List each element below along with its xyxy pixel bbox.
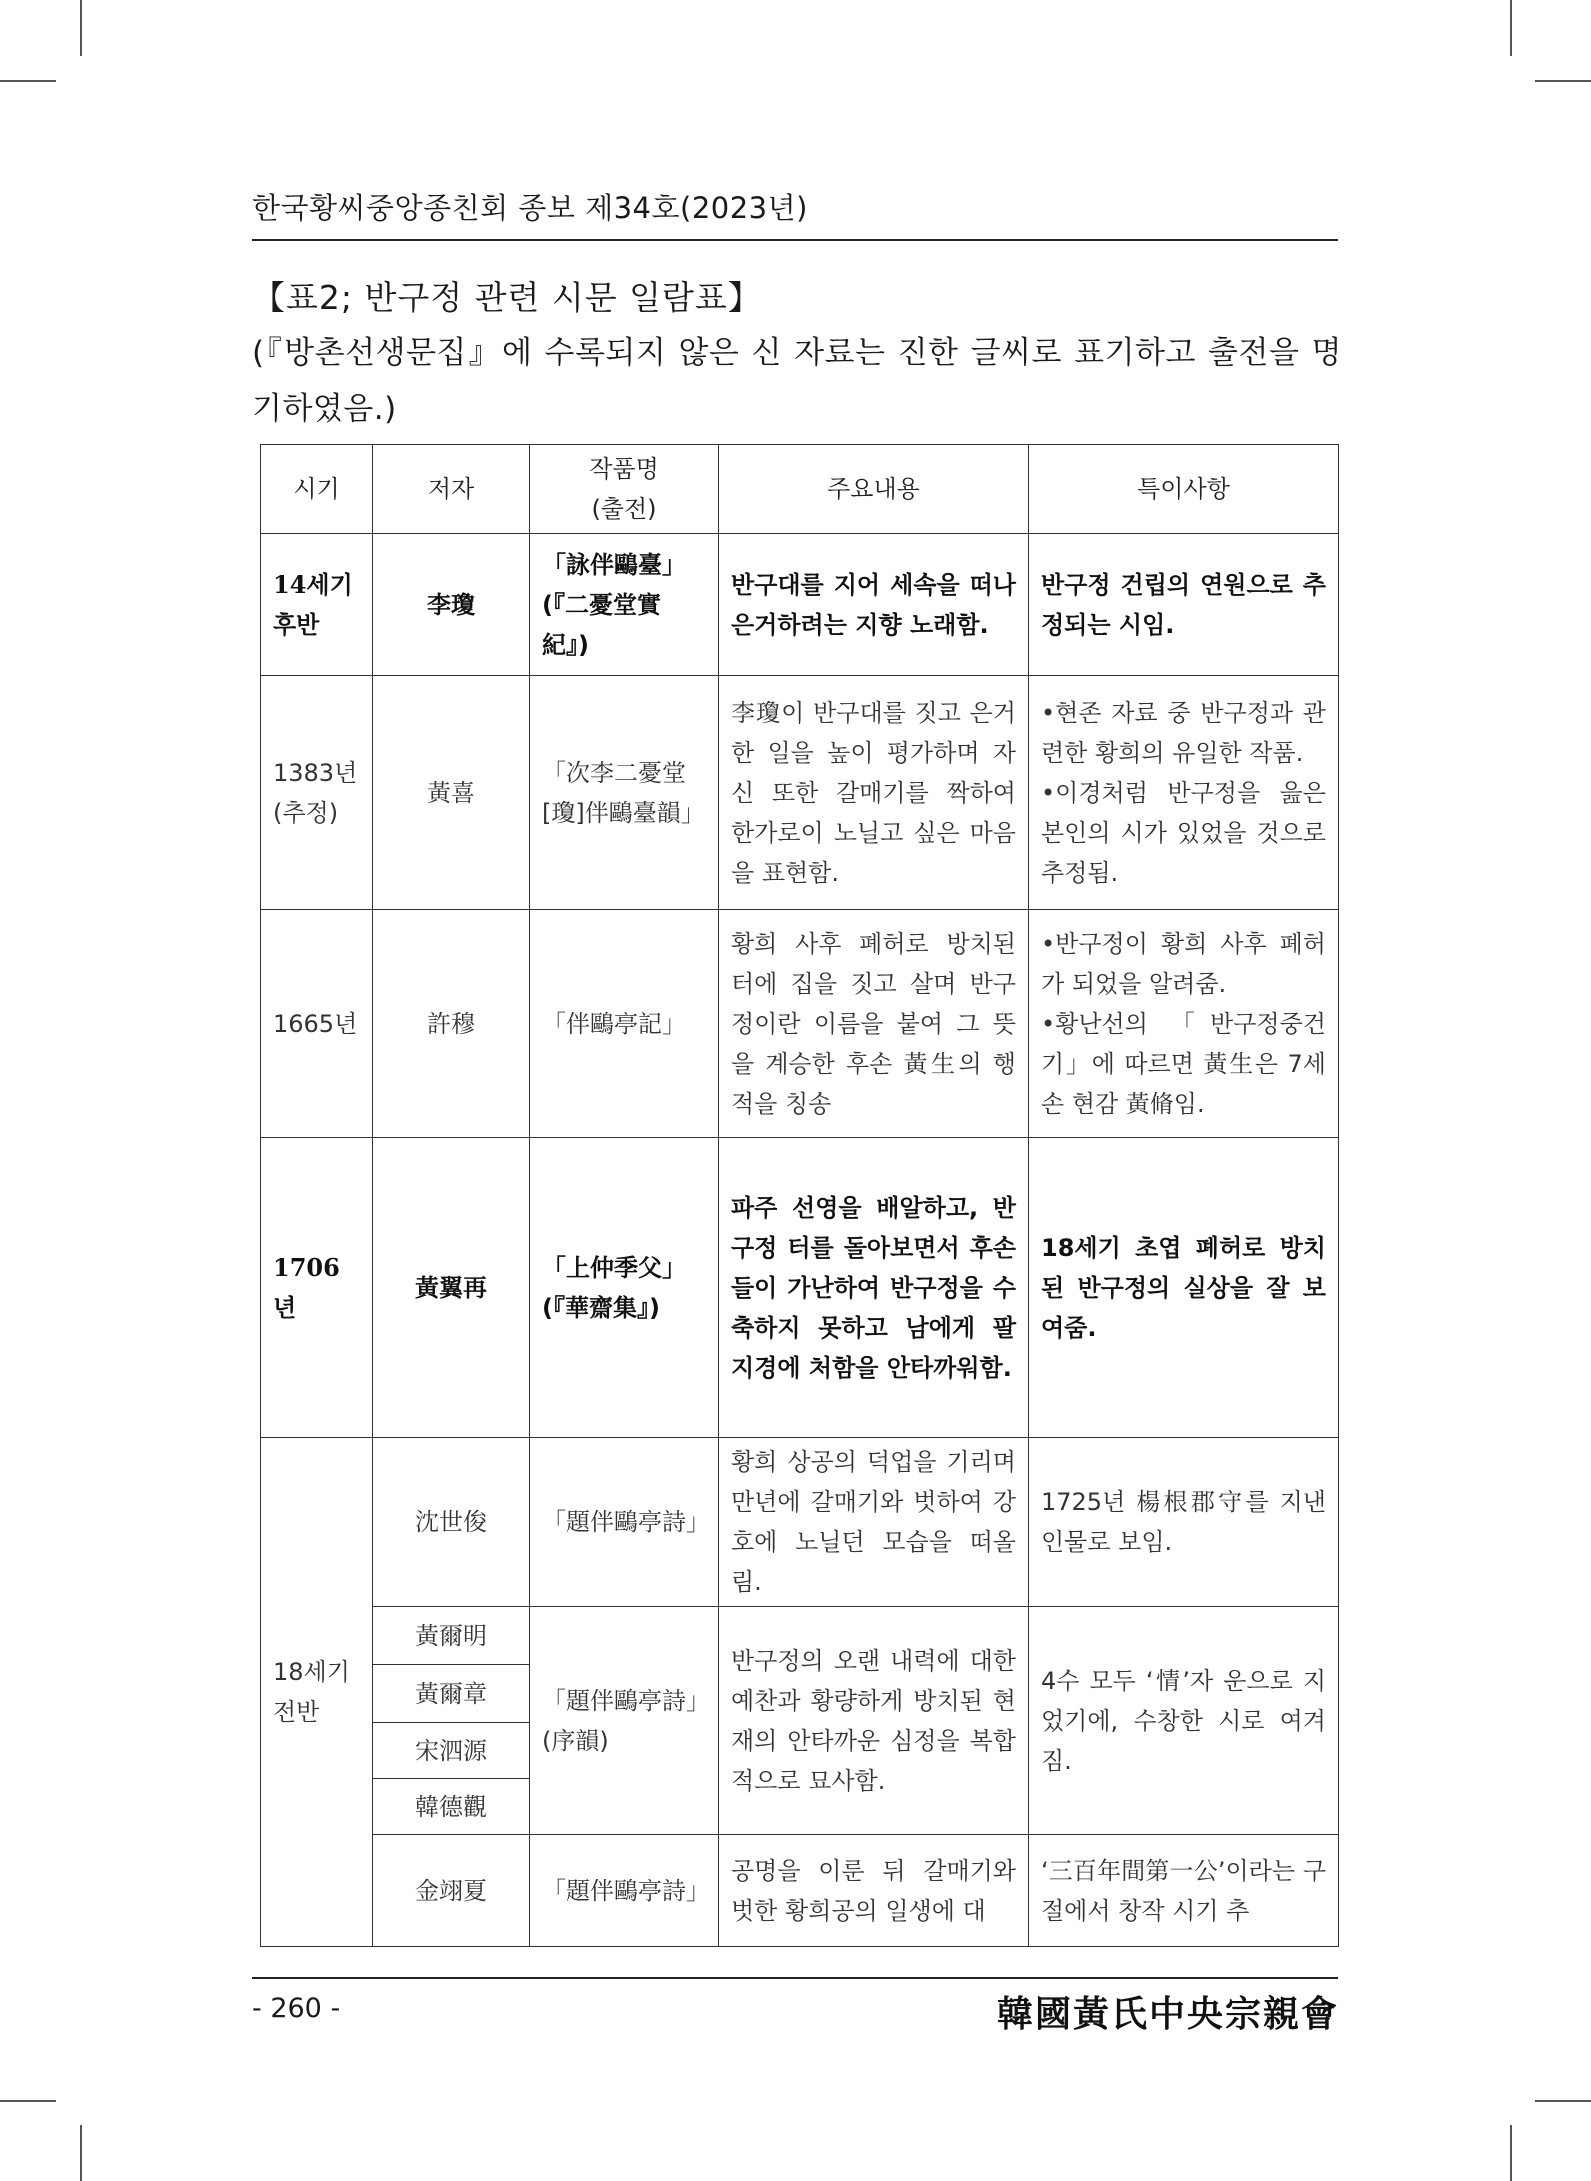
poem-list-table — [260, 444, 1339, 1947]
period-cell: 18세기 전반 — [261, 1438, 373, 1947]
crop-mark — [0, 80, 56, 82]
page-number: - 260 - — [252, 1993, 341, 2024]
work-cell: 「次李二憂堂[瓊]伴鷗臺韻」 — [530, 676, 719, 910]
author-cell: 黃爾章 — [373, 1665, 530, 1723]
note-bullet: •이경처럼 반구정을 읊은 본인의 시가 있었을 것으로 추정됨. — [1041, 778, 1326, 887]
content-cell: 李瓊이 반구대를 짓고 은거한 일을 높이 평가하며 자신 또한 갈매기를 짝하여 한가로이 노닐고 싶은 마음을 표현함. — [719, 676, 1029, 910]
column-header-author: 저자 — [373, 445, 530, 534]
table-row — [261, 1835, 1339, 1947]
note-bullet: •반구정이 황희 사후 폐허가 되었을 알려줌. — [1041, 929, 1326, 998]
content-cell: 파주 선영을 배알하고, 반구정 터를 돌아보면서 후손들이 가난하여 반구정을 수축하지 못하고 남에게 팔 지경에 처함을 안타까워함. — [719, 1138, 1029, 1438]
column-header-work-title: 작품명 — [589, 455, 659, 483]
notes-cell — [1029, 910, 1339, 1138]
header-rule — [252, 239, 1338, 241]
note-bullet: •현존 자료 중 반구정과 관련한 황희의 유일한 작품. — [1041, 698, 1326, 767]
running-header: 한국황씨중앙종친회 종보 제34호(2023년) — [252, 191, 808, 225]
work-cell: 「題伴鷗亭詩」 — [530, 1835, 719, 1947]
table-row — [261, 534, 1339, 676]
author-cell: 韓德觀 — [373, 1779, 530, 1835]
work-cell: 「題伴鷗亭詩」(序韻) — [530, 1607, 719, 1835]
author-cell: 沈世俊 — [373, 1438, 530, 1607]
table-row — [261, 676, 1339, 910]
notes-cell: 반구정 건립의 연원으로 추정되는 시임. — [1029, 534, 1339, 676]
table-title: 【표2; 반구정 관련 시문 일람표】 — [252, 278, 762, 317]
note-bullet: •황난선의 「반구정중건기」에 따르면 黃生은 7세손 현감 黃脩임. — [1041, 1009, 1326, 1118]
column-header-period: 시기 — [261, 445, 373, 534]
society-logo: 韓國黃氏中央宗親會 — [996, 1993, 1339, 2035]
table-row — [261, 1138, 1339, 1438]
author-cell: 李瓊 — [373, 534, 530, 676]
table-row — [261, 1438, 1339, 1607]
period-cell: 14세기 후반 — [261, 534, 373, 676]
crop-mark — [1535, 2100, 1591, 2102]
crop-mark — [0, 2100, 56, 2102]
column-header-notes: 특이사항 — [1029, 445, 1339, 534]
column-header-work — [530, 445, 719, 534]
table-row — [261, 910, 1339, 1138]
table-note: (『방촌선생문집』에 수록되지 않은 신 자료는 진한 글씨로 표기하고 출전을 명기하였음.) — [252, 335, 1342, 427]
content-cell: 공명을 이룬 뒤 갈매기와 벗한 황희공의 일생에 대 — [719, 1835, 1029, 1947]
author-cell: 宋泗源 — [373, 1723, 530, 1779]
author-cell: 黃喜 — [373, 676, 530, 910]
table-row — [261, 1607, 1339, 1665]
work-cell: 「詠伴鷗臺」(『二憂堂實紀』) — [530, 534, 719, 676]
notes-cell: 1725년 楊根郡守를 지낸 인물로 보임. — [1029, 1438, 1339, 1607]
column-header-content: 주요내용 — [719, 445, 1029, 534]
author-cell: 金翊夏 — [373, 1835, 530, 1947]
author-cell: 許穆 — [373, 910, 530, 1138]
notes-cell: 18세기 초엽 폐허로 방치된 반구정의 실상을 잘 보여줌. — [1029, 1138, 1339, 1438]
work-cell: 「題伴鷗亭詩」 — [530, 1438, 719, 1607]
table-header-row — [261, 445, 1339, 534]
content-cell: 황희 상공의 덕업을 기리며 만년에 갈매기와 벗하여 강호에 노닐던 모습을 떠올림. — [719, 1438, 1029, 1607]
period-cell: 1665년 — [261, 910, 373, 1138]
crop-mark — [1535, 80, 1591, 82]
notes-cell: ‘三百年間第一公’이라는 구절에서 창작 시기 추 — [1029, 1835, 1339, 1947]
notes-cell — [1029, 676, 1339, 910]
crop-mark — [1510, 2125, 1512, 2181]
work-cell: 「上仲季父」(『華齋集』) — [530, 1138, 719, 1438]
crop-mark — [80, 0, 82, 56]
crop-mark — [80, 2125, 82, 2181]
column-header-work-source: (출전) — [591, 495, 657, 523]
content-cell: 황희 사후 폐허로 방치된 터에 집을 짓고 살며 반구정이란 이름을 붙여 그 뜻을 계승한 후손 黃生의 행적을 칭송 — [719, 910, 1029, 1138]
author-cell: 黃翼再 — [373, 1138, 530, 1438]
footer-rule — [252, 1977, 1338, 1979]
notes-cell: 4수 모두 ‘情’자 운으로 지었기에, 수창한 시로 여겨짐. — [1029, 1607, 1339, 1835]
content-cell: 반구정의 오랜 내력에 대한 예찬과 황량하게 방치된 현재의 안타까운 심정을 복합적으로 묘사함. — [719, 1607, 1029, 1835]
author-cell: 黃爾明 — [373, 1607, 530, 1665]
period-cell: 1383년 (추정) — [261, 676, 373, 910]
content-cell: 반구대를 지어 세속을 떠나 은거하려는 지향 노래함. — [719, 534, 1029, 676]
period-cell: 1706년 — [261, 1138, 373, 1438]
crop-mark — [1510, 0, 1512, 56]
work-cell: 「伴鷗亭記」 — [530, 910, 719, 1138]
